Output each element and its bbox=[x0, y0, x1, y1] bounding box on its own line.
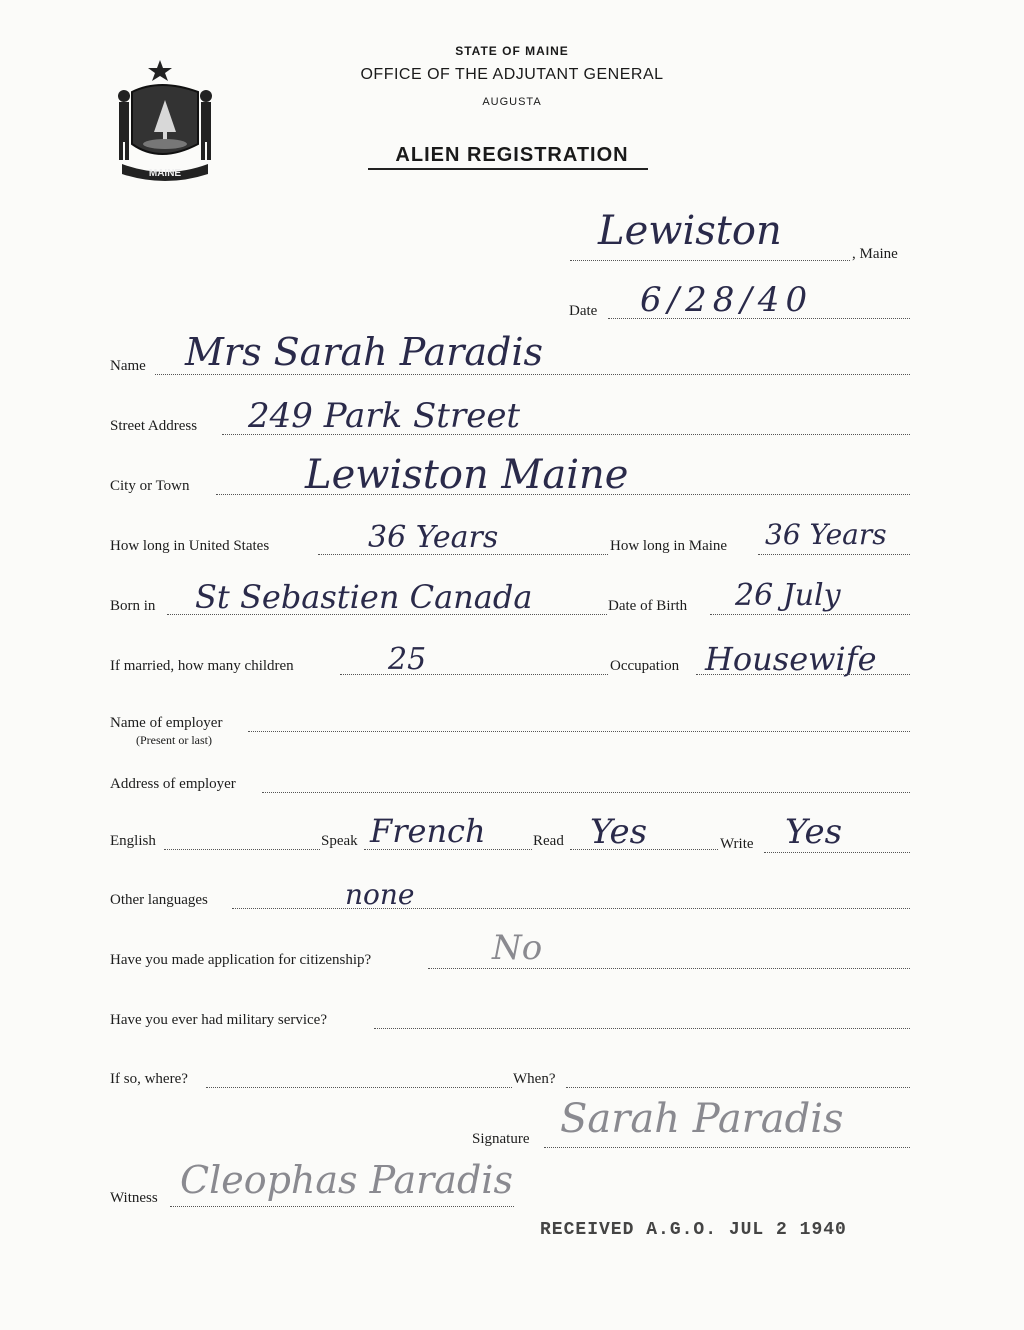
military-label: Have you ever had military service? bbox=[110, 1012, 327, 1028]
when-label: When? bbox=[513, 1071, 556, 1087]
citizenship-value: No bbox=[492, 928, 543, 968]
employer-sub-label: (Present or last) bbox=[136, 733, 212, 747]
write-value: Yes bbox=[785, 812, 843, 852]
military-line bbox=[374, 1028, 910, 1029]
header-office: OFFICE OF THE ADJUTANT GENERAL bbox=[360, 66, 664, 83]
seal-text: MAINE bbox=[148, 168, 182, 179]
employer-name-line bbox=[248, 731, 910, 732]
witness-label: Witness bbox=[110, 1190, 158, 1206]
read-label: Read bbox=[533, 833, 564, 849]
town-value: Lewiston bbox=[598, 208, 782, 254]
born-in-value: St Sebastien Canada bbox=[195, 578, 533, 616]
write-label: Write bbox=[720, 836, 754, 852]
employer-name-label: Name of employer bbox=[110, 715, 223, 731]
born-in-label: Born in bbox=[110, 598, 156, 614]
signature-label: Signature bbox=[472, 1131, 530, 1147]
witness-value: Cleophas Paradis bbox=[180, 1158, 513, 1202]
children-line bbox=[340, 674, 608, 675]
children-value: 25 bbox=[388, 642, 427, 677]
title-underline bbox=[368, 168, 648, 170]
speak-label: Speak bbox=[321, 833, 358, 849]
signature-line bbox=[544, 1147, 910, 1148]
street-value: 249 Park Street bbox=[248, 396, 521, 436]
employer-address-line bbox=[262, 792, 910, 793]
citizenship-label: Have you made application for citizenship? bbox=[110, 952, 372, 968]
occupation-value: Housewife bbox=[705, 640, 877, 678]
when-line bbox=[566, 1087, 910, 1088]
header-city: AUGUSTA bbox=[482, 96, 542, 108]
maine-suffix-label: , Maine bbox=[852, 246, 898, 262]
name-label: Name bbox=[110, 358, 146, 374]
signature-value: Sarah Paradis bbox=[560, 1096, 844, 1142]
name-line bbox=[155, 374, 910, 375]
english-label: English bbox=[110, 833, 156, 849]
how-long-us-label: How long in United States bbox=[110, 538, 270, 554]
header-state: STATE OF MAINE bbox=[455, 44, 569, 58]
employer-address-label: Address of employer bbox=[110, 776, 236, 792]
how-long-maine-label: How long in Maine bbox=[610, 538, 728, 554]
city-label: City or Town bbox=[110, 478, 190, 494]
witness-line bbox=[170, 1206, 514, 1207]
other-languages-value: none bbox=[345, 878, 415, 911]
date-value: 6/28/40 bbox=[640, 280, 814, 320]
form-title: ALIEN REGISTRATION bbox=[395, 144, 629, 166]
how-long-us-value: 36 Years bbox=[368, 520, 499, 555]
write-line bbox=[764, 852, 910, 853]
date-of-birth-line bbox=[710, 614, 910, 615]
name-value: Mrs Sarah Paradis bbox=[185, 330, 544, 374]
other-languages-label: Other languages bbox=[110, 892, 208, 908]
how-long-maine-value: 36 Years bbox=[765, 518, 887, 551]
citizenship-line bbox=[428, 968, 910, 969]
street-label: Street Address bbox=[110, 418, 198, 434]
where-line bbox=[206, 1087, 512, 1088]
received-stamp: RECEIVED A.G.O. JUL 2 1940 bbox=[540, 1220, 847, 1240]
occupation-label: Occupation bbox=[610, 658, 680, 674]
how-long-maine-line bbox=[758, 554, 910, 555]
town-line bbox=[570, 260, 850, 261]
date-of-birth-value: 26 July bbox=[735, 578, 841, 613]
if-so-where-label: If so, where? bbox=[110, 1071, 188, 1087]
city-value: Lewiston Maine bbox=[305, 452, 629, 498]
read-value: Yes bbox=[590, 812, 648, 852]
english-line bbox=[164, 849, 320, 850]
speak-value: French bbox=[370, 812, 486, 850]
date-of-birth-label: Date of Birth bbox=[608, 598, 688, 614]
other-languages-line bbox=[232, 908, 910, 909]
date-label: Date bbox=[569, 303, 598, 319]
children-label: If married, how many children bbox=[110, 658, 294, 674]
